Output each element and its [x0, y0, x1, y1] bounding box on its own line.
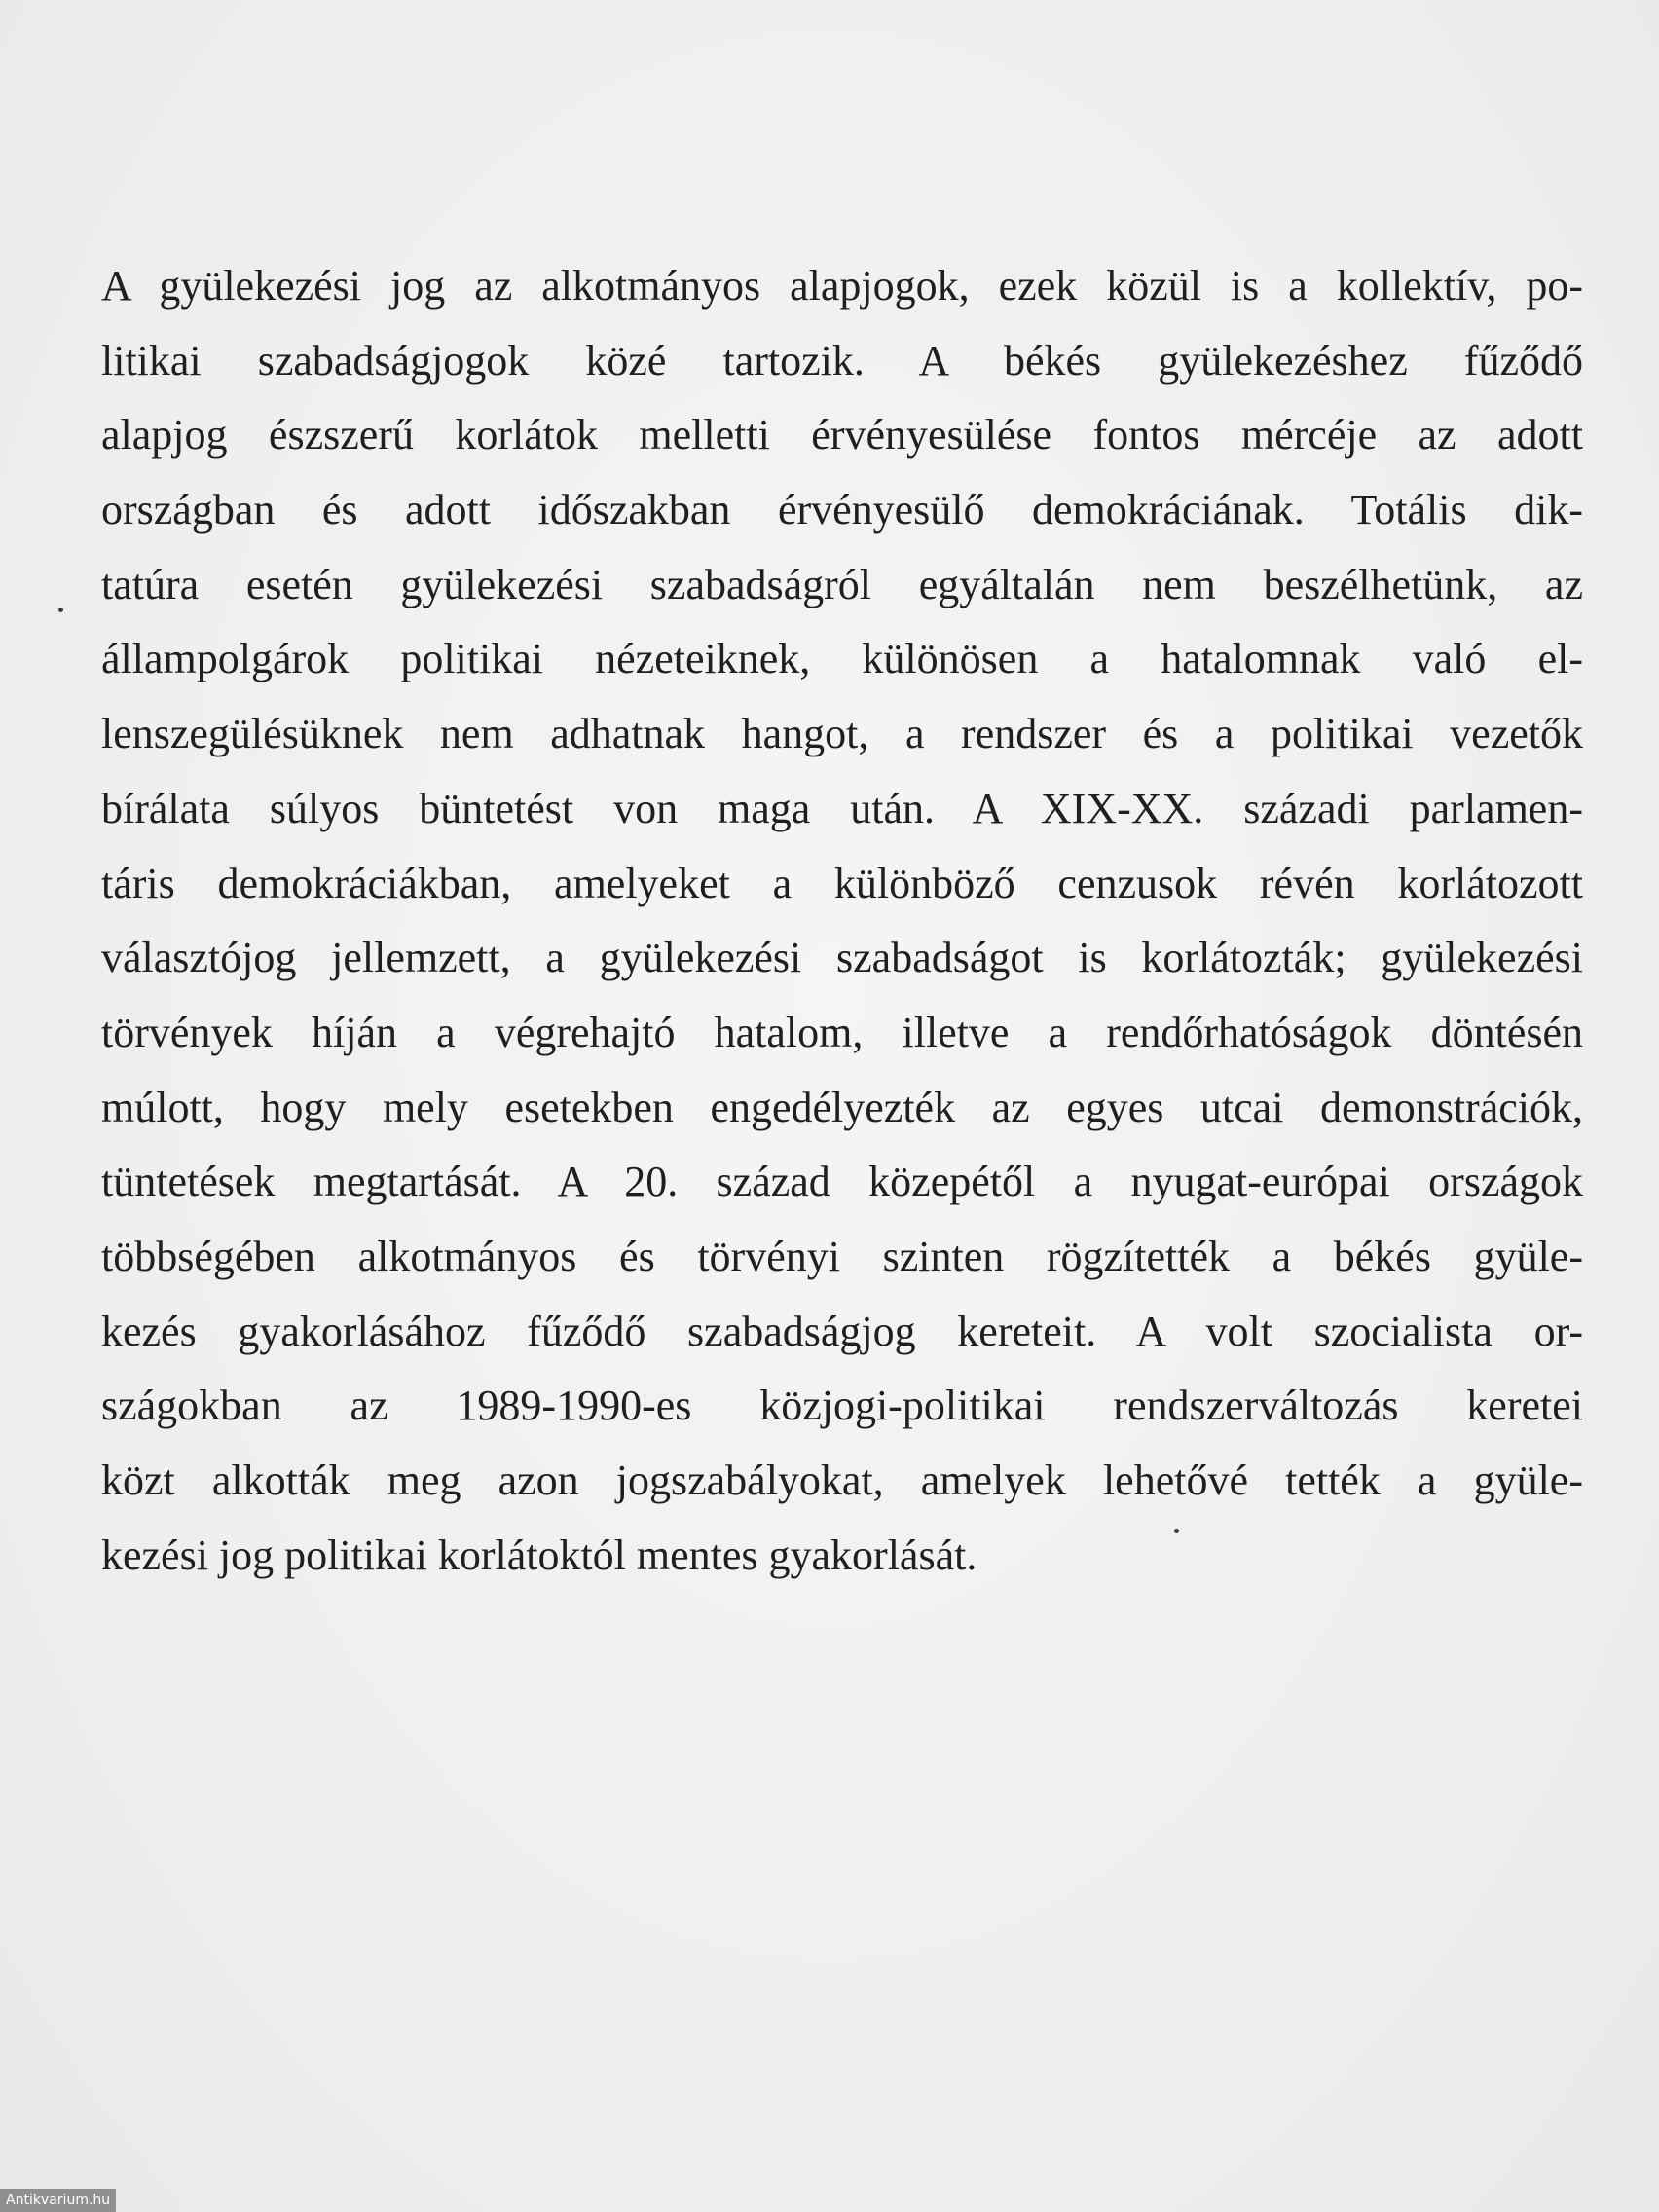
- text-line: tüntetések megtartását. A 20. század közepétől a nyugat-európai országok: [101, 1158, 1583, 1206]
- text-line: múlott, hogy mely esetekben engedélyezték az egyes utcai demonstrációk,: [101, 1083, 1583, 1131]
- text-line: többségében alkotmányos és törvényi szinten rögzítették a békés gyüle-: [101, 1232, 1583, 1280]
- text-line: A gyülekezési jog az alkotmányos alapjogok, ezek közül is a kollektív, po-: [101, 262, 1583, 310]
- text-line: szágokban az 1989-1990-es közjogi-politikai rendszerváltozás keretei: [101, 1382, 1583, 1430]
- text-line: bírálata súlyos büntetést von maga után. A XIX-XX. századi parlamen-: [101, 784, 1583, 832]
- ink-speck: [58, 608, 63, 612]
- text-line: közt alkották meg azon jogszabályokat, amelyek lehetővé tették a gyüle-: [101, 1456, 1583, 1504]
- text-line: állampolgárok politikai nézeteiknek, különösen a hatalomnak való el-: [101, 635, 1583, 683]
- text-line: kezés gyakorlásához fűződő szabadságjog kereteit. A volt szocialista or-: [101, 1307, 1583, 1355]
- text-line: törvények híján a végrehajtó hatalom, illetve a rendőrhatóságok döntésén: [101, 1008, 1583, 1056]
- text-line: lenszegülésüknek nem adhatnak hangot, a rendszer és a politikai vezetők: [101, 710, 1583, 758]
- text-line: tatúra esetén gyülekezési szabadságról egyáltalán nem beszélhetünk, az: [101, 560, 1583, 608]
- text-line: választójog jellemzett, a gyülekezési szabadságot is korlátozták; gyülekezési: [101, 934, 1583, 982]
- body-paragraph: [101, 249, 1583, 1593]
- watermark-label: Antikvarium.hu: [0, 2189, 116, 2212]
- text-line: országban és adott időszakban érvényesülő demokráciának. Totális dik-: [101, 486, 1583, 535]
- text-line: litikai szabadságjogok közé tartozik. A békés gyülekezéshez fűződő: [101, 336, 1583, 385]
- text-line-last: kezési jog politikai korlátoktól mentes gyakorlását.: [101, 1530, 977, 1579]
- ink-speck: [1174, 1529, 1179, 1533]
- text-line: alapjog észszerű korlátok melletti érvényesülése fontos mércéje az adott: [101, 411, 1583, 460]
- text-line: táris demokráciákban, amelyeket a különböző cenzusok révén korlátozott: [101, 859, 1583, 907]
